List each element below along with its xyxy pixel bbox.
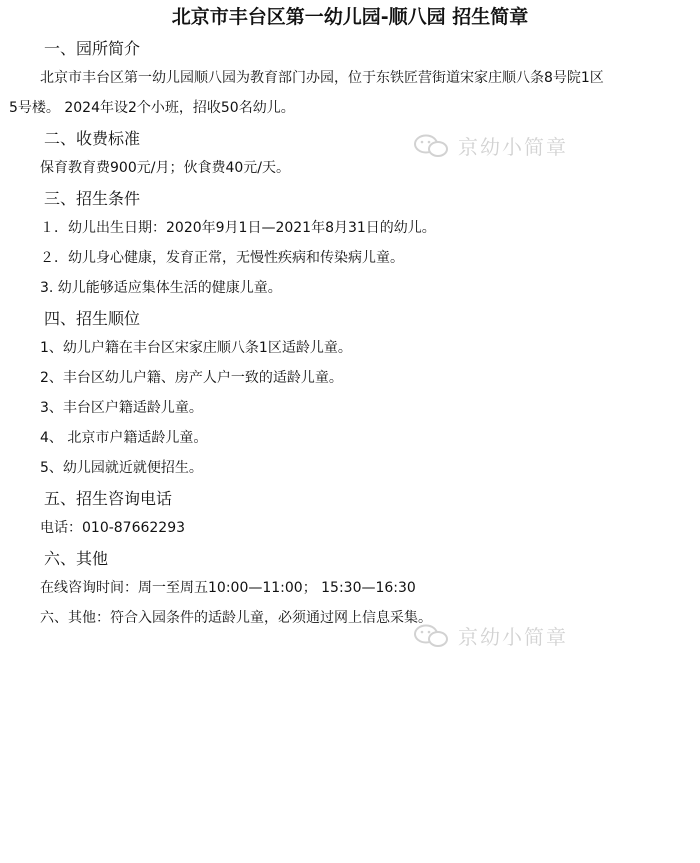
- watermark-text: 京幼小简章: [458, 625, 568, 649]
- wechat-icon: [412, 623, 452, 649]
- condition-item: １．幼儿出生日期：2020年9月1日—2021年8月31日的幼儿。: [40, 220, 436, 236]
- other-text: 六、其他：符合入园条件的适龄儿童，必须通过网上信息采集。: [40, 610, 432, 626]
- watermark: [412, 621, 568, 650]
- priority-item: 2、丰台区幼儿户籍、房产人户一致的适龄儿童。: [40, 370, 343, 386]
- phone-text: 电话：010-87662293: [40, 520, 186, 536]
- intro-text-line1: 北京市丰台区第一幼儿园顺八园为教育部门办园，位于东铁匠营街道宋家庄顺八条8号院1区: [40, 70, 604, 86]
- section-heading-conditions: 三、招生条件: [44, 189, 141, 208]
- section-heading-priority: 四、招生顺位: [44, 309, 141, 328]
- condition-item: ２．幼儿身心健康，发育正常，无慢性疾病和传染病儿童。: [40, 250, 404, 266]
- section-heading-fees: 二、收费标准: [44, 129, 141, 148]
- priority-item: 5、幼儿园就近就便招生。: [40, 460, 203, 476]
- priority-item: 1、幼儿户籍在丰台区宋家庄顺八条1区适龄儿童。: [40, 340, 352, 356]
- section-heading-other: 六、其他: [44, 549, 109, 568]
- condition-item: 3. 幼儿能够适应集体生活的健康儿童。: [40, 280, 282, 296]
- priority-item: 4、 北京市户籍适龄儿童。: [40, 430, 208, 446]
- page-title: 北京市丰台区第一幼儿园-顺八园 招生简章: [171, 6, 529, 28]
- watermark: [412, 131, 568, 160]
- consult-hours-text: 在线咨询时间：周一至周五10:00—11:00； 15:30—16:30: [40, 580, 416, 596]
- section-heading-intro: 一、园所简介: [44, 39, 141, 58]
- section-heading-phone: 五、招生咨询电话: [44, 489, 173, 508]
- intro-text-line2: 5号楼。 2024年设2个小班，招收50名幼儿。: [9, 100, 295, 116]
- priority-item: 3、丰台区户籍适龄儿童。: [40, 400, 203, 416]
- watermark-text: 京幼小简章: [458, 135, 568, 159]
- wechat-icon: [412, 133, 452, 159]
- fees-text: 保育教育费900元/月；伙食费40元/天。: [40, 160, 290, 176]
